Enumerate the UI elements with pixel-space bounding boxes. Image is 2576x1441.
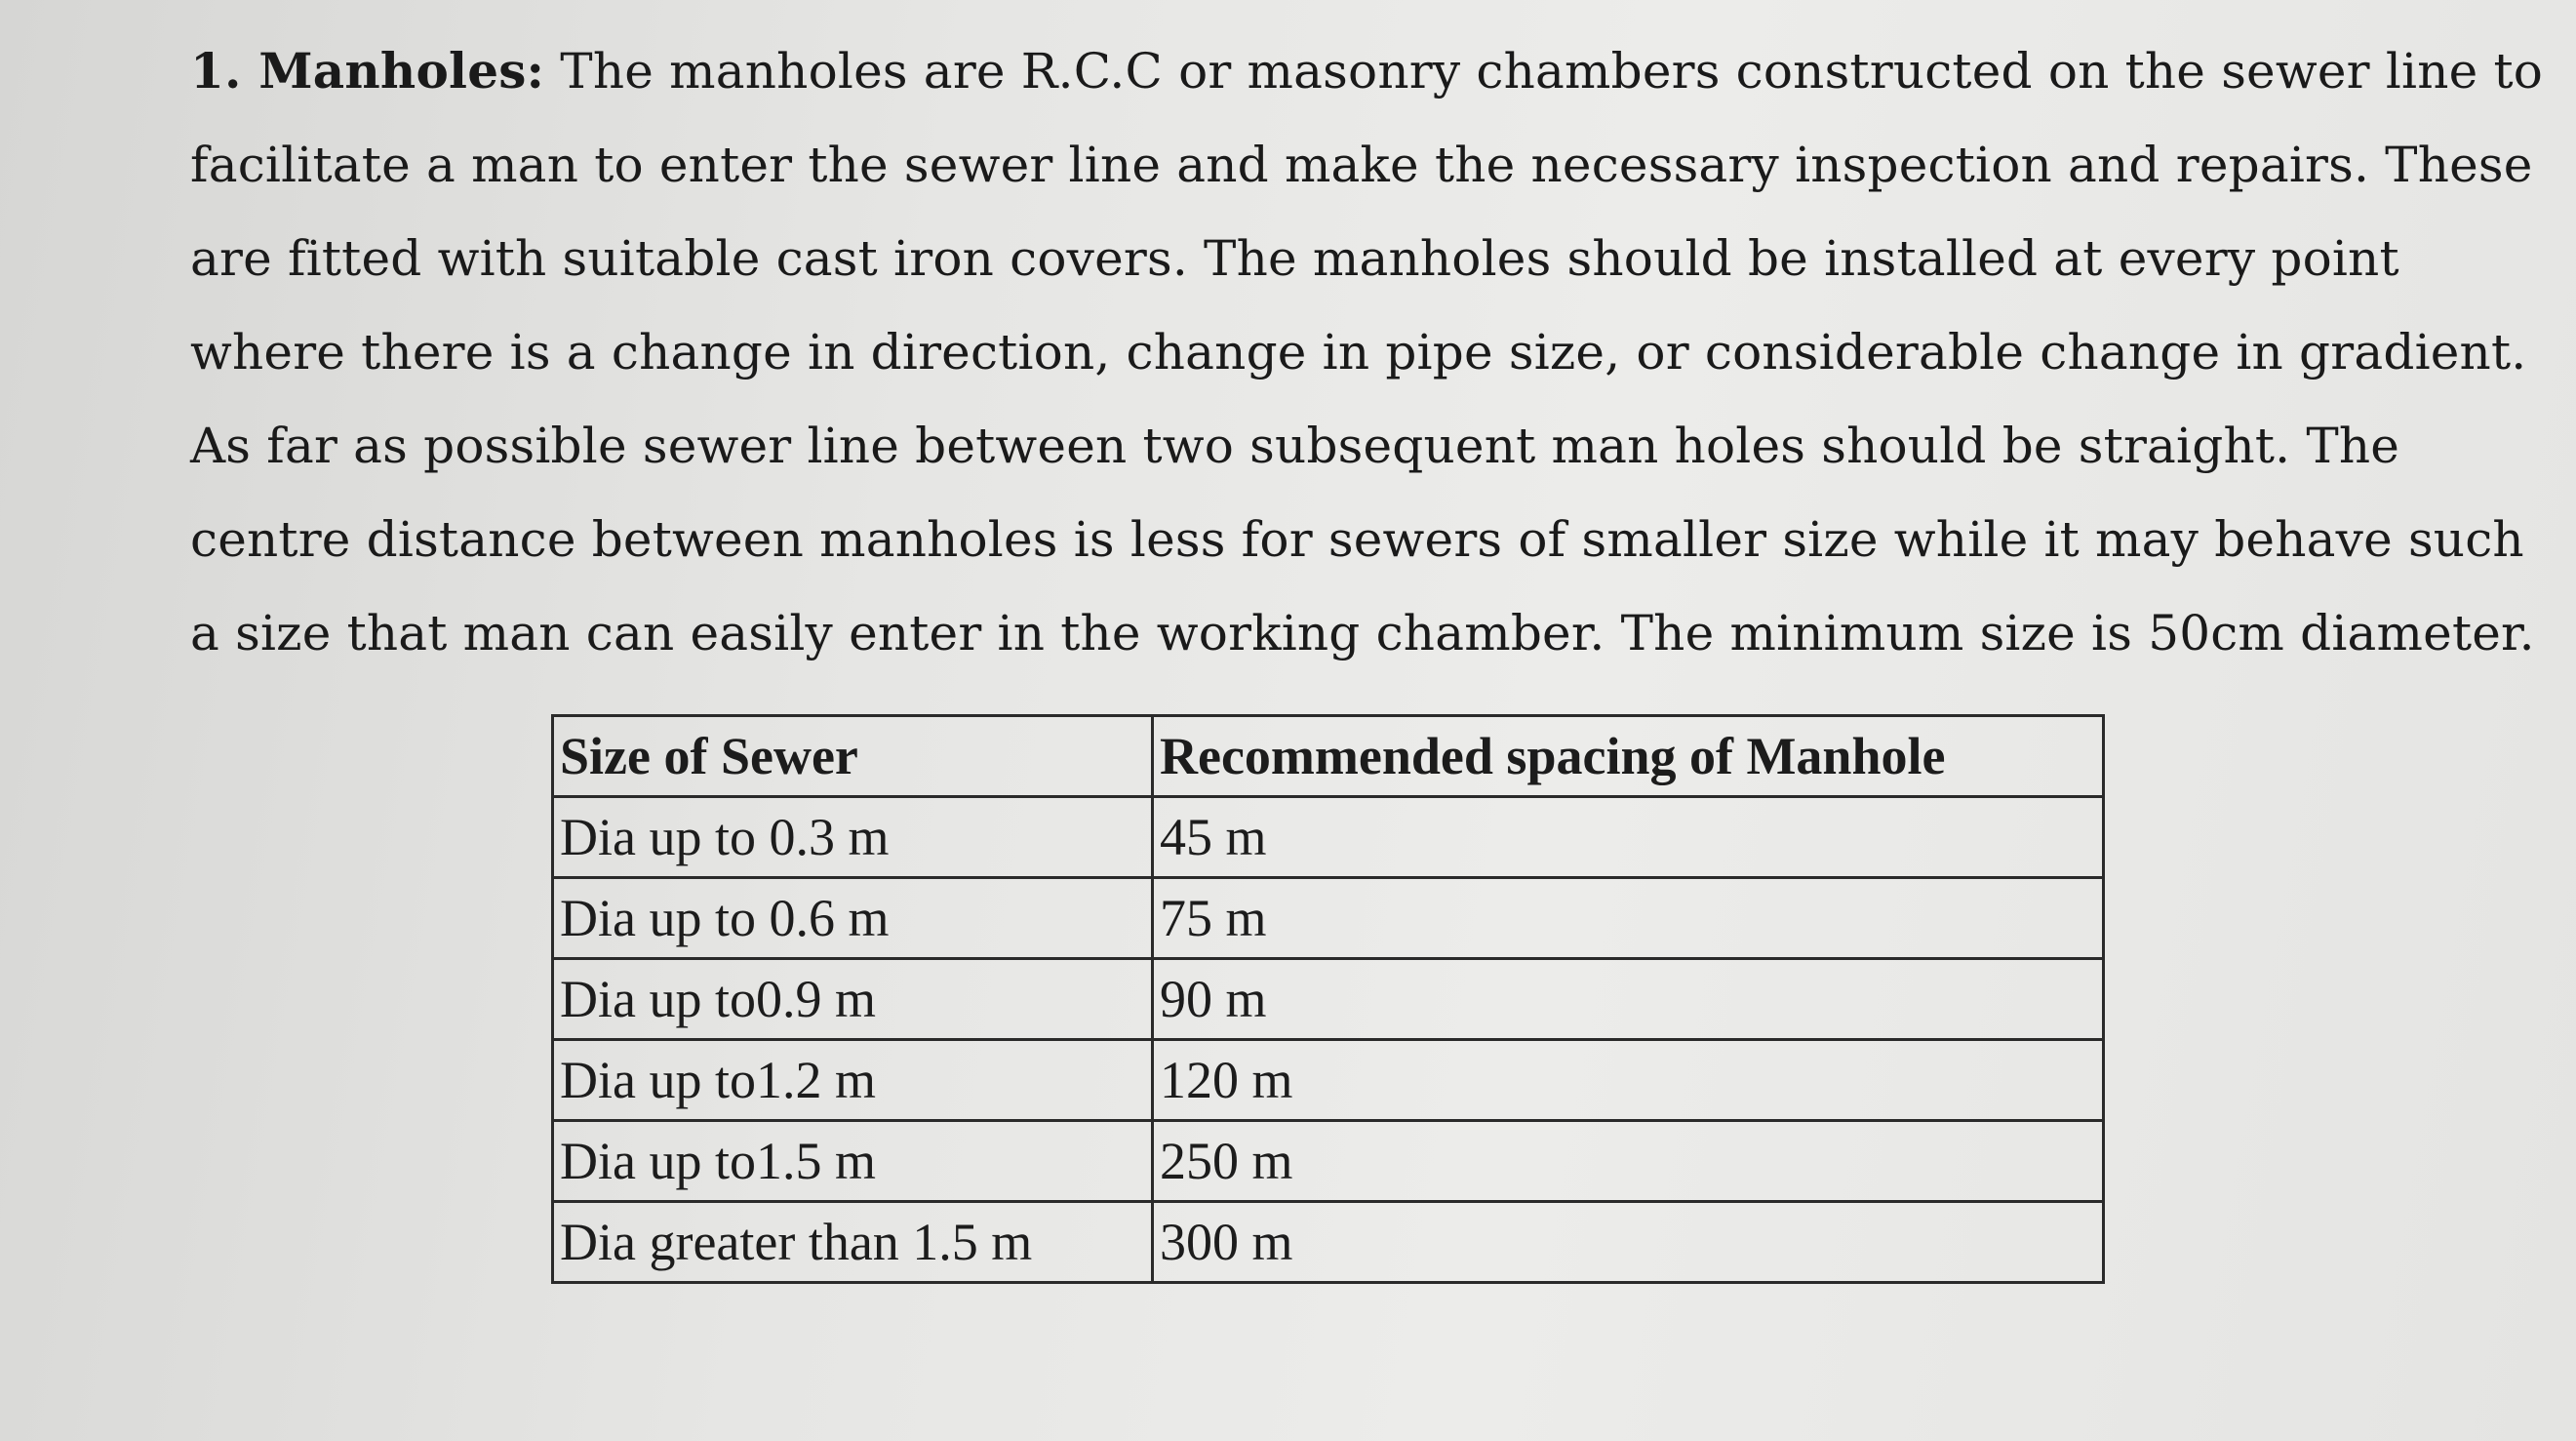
manhole-spacing-table (551, 714, 2105, 1284)
paragraph-line-7: a size that man can easily enter in the working chamber. The minimum size is 50cm diameter. (190, 605, 2535, 661)
paragraph-line-6: centre distance between manholes is less for sewers of smaller size while it may behave such (190, 511, 2524, 568)
sewer-size-cell: Dia up to1.2 m (553, 1040, 1153, 1121)
document-page (190, 24, 2544, 680)
table-row (553, 1202, 2104, 1283)
paragraph-line-3: are fitted with suitable cast iron covers. The manholes should be installed at every point (190, 230, 2399, 287)
spacing-cell: 120 m (1153, 1040, 2104, 1121)
spacing-cell: 90 m (1153, 959, 2104, 1040)
paragraph-line-1-text: The manholes are R.C.C or masonry chambers constructed on the sewer line to (544, 43, 2544, 100)
sewer-size-cell: Dia up to0.9 m (553, 959, 1153, 1040)
table-row (553, 1121, 2104, 1202)
paragraph-line-4: where there is a change in direction, change in pipe size, or considerable change in gradient. (190, 324, 2527, 380)
sewer-size-cell: Dia up to1.5 m (553, 1121, 1153, 1202)
paragraph-line-5: As far as possible sewer line between two subsequent man holes should be straight. The (190, 418, 2400, 474)
header-recommended-spacing: Recommended spacing of Manhole (1153, 716, 2104, 797)
table-header-row (553, 716, 2104, 797)
sewer-size-cell: Dia up to 0.3 m (553, 797, 1153, 878)
section-heading: 1. Manholes: (190, 42, 545, 100)
spacing-cell: 250 m (1153, 1121, 2104, 1202)
table-row (553, 1040, 2104, 1121)
table-row (553, 959, 2104, 1040)
sewer-size-cell: Dia greater than 1.5 m (553, 1202, 1153, 1283)
table-row (553, 878, 2104, 959)
paragraph-line-2: facilitate a man to enter the sewer line and make the necessary inspection and repairs. These (190, 137, 2533, 193)
manholes-paragraph (190, 24, 2544, 680)
header-size-of-sewer: Size of Sewer (553, 716, 1153, 797)
spacing-cell: 300 m (1153, 1202, 2104, 1283)
sewer-size-cell: Dia up to 0.6 m (553, 878, 1153, 959)
spacing-cell: 45 m (1153, 797, 2104, 878)
spacing-cell: 75 m (1153, 878, 2104, 959)
table-row (553, 797, 2104, 878)
paragraph-line-1 (190, 24, 2544, 118)
